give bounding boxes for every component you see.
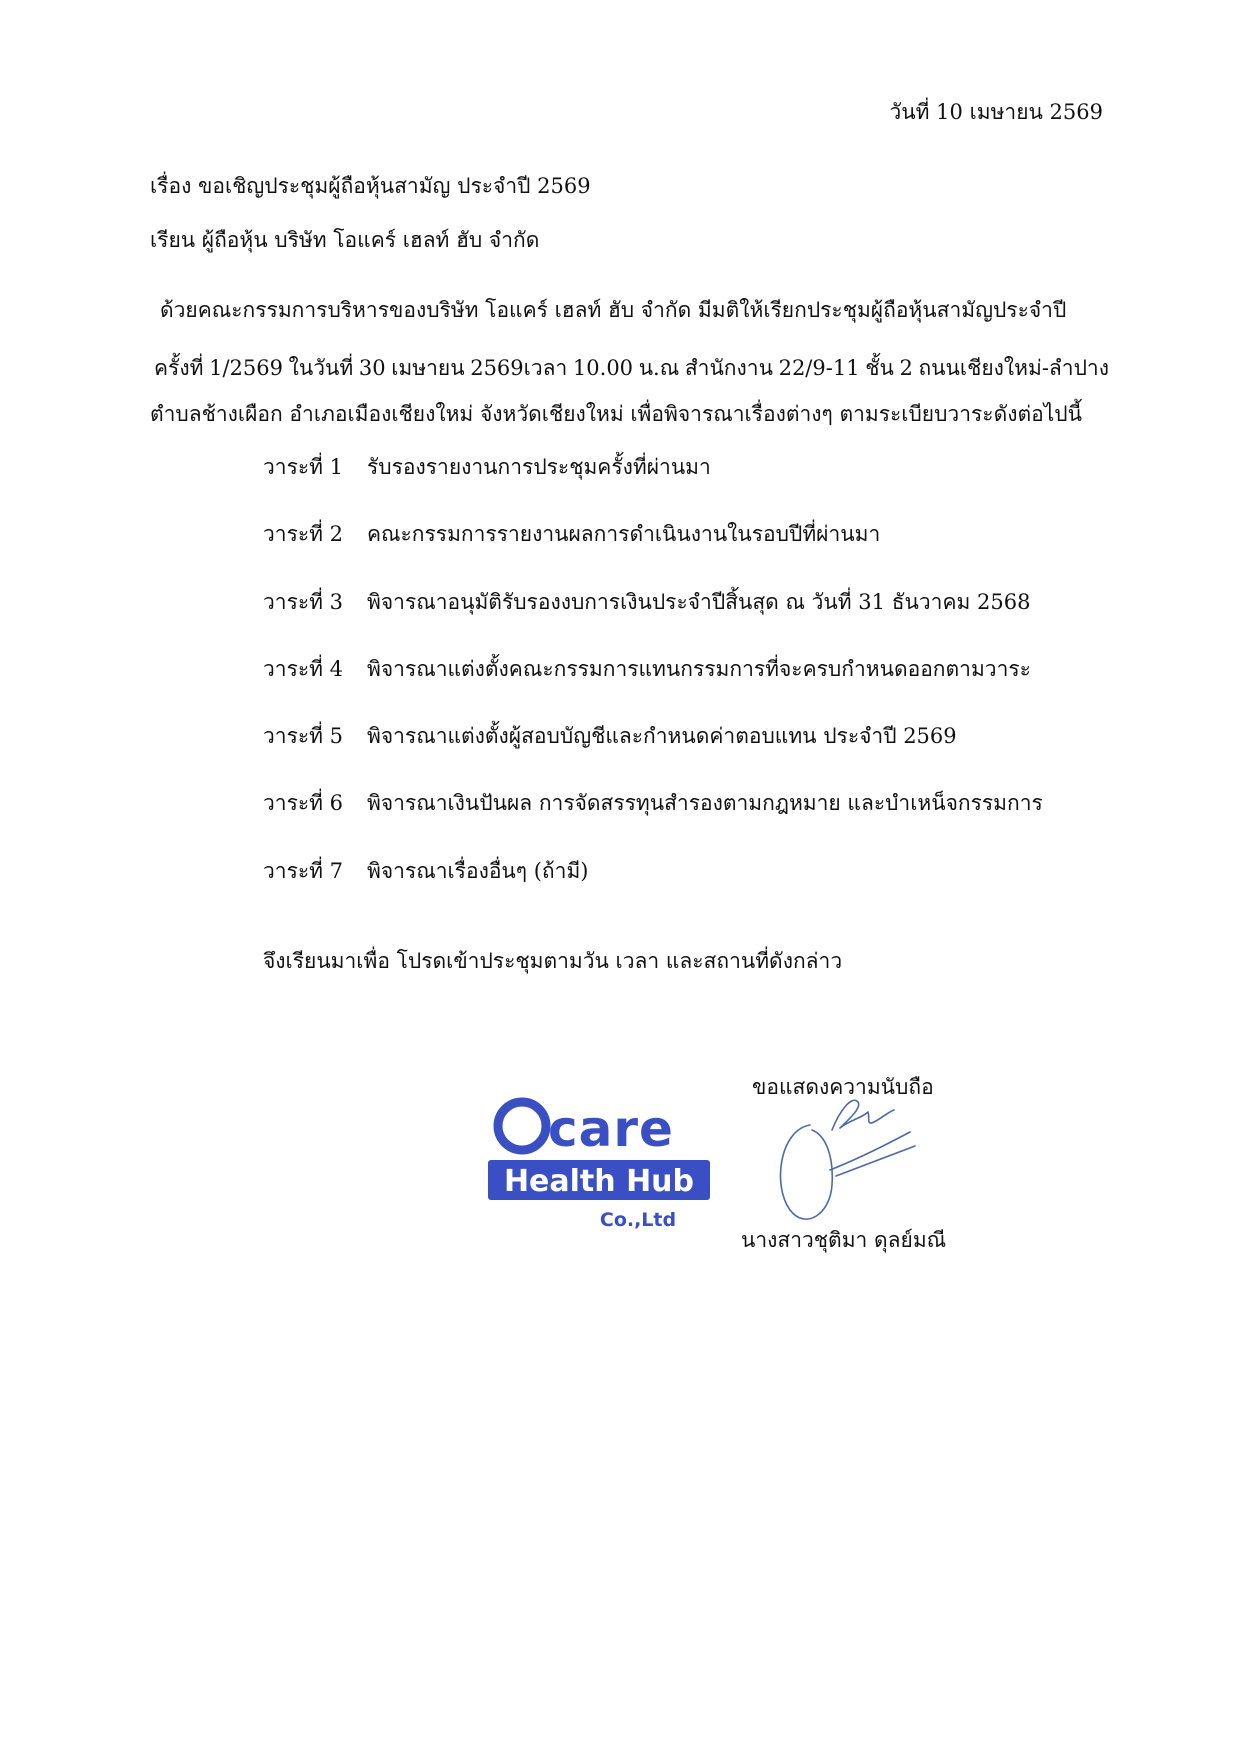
agenda-number: วาระที่ 1 <box>263 455 344 479</box>
body-line-2-word: 2569เวลา <box>470 356 568 380</box>
signature-stroke <box>780 1125 832 1219</box>
signature-stroke <box>832 1100 894 1130</box>
signature-stroke <box>830 1132 910 1170</box>
agenda-text: พิจารณาเรื่องอื่นๆ (ถ้ามี) <box>367 858 589 883</box>
body-line-2-word: สำนักงาน <box>684 356 773 380</box>
stamp-care-text: care <box>548 1100 674 1158</box>
body-line-2-word: 22/9-11 <box>778 356 860 380</box>
body-line-2-word: ครั้งที่ <box>154 356 204 380</box>
body-line-2-word: ในวันที่ <box>288 356 354 380</box>
agenda-number: วาระที่ 6 <box>263 791 344 816</box>
company-stamp-logo <box>488 1092 710 1240</box>
body-line-2 <box>154 354 1109 382</box>
letter-recipient: เรียน ผู้ถือหุ้น บริษัท โอแคร์ เฮลท์ ฮับ จำกัด <box>150 228 540 252</box>
agenda-text: พิจารณาแต่งตั้งคณะกรรมการแทนกรรมการที่จะครบกำหนดออกตามวาระ <box>367 656 1031 681</box>
agenda-number: วาระที่ 7 <box>263 858 344 883</box>
handwritten-signature <box>770 1090 930 1230</box>
agenda-number: วาระที่ 5 <box>263 724 344 749</box>
stamp-coltd-text: Co.,Ltd <box>599 1209 677 1231</box>
closing-line: จึงเรียนมาเพื่อ โปรดเข้าประชุมตามวัน เวลา และสถานที่ดังกล่าว <box>263 949 843 973</box>
letter-date: วันที่ 10 เมษายน 2569 <box>889 100 1103 124</box>
agenda-number: วาระที่ 4 <box>263 656 344 681</box>
agenda-text: พิจารณาเงินปันผล การจัดสรรทุนสำรองตามกฎหมาย และบำเหน็จกรรมการ <box>367 791 1043 816</box>
body-line-2-word: 1/2569 <box>209 356 283 380</box>
regards-line: ขอแสดงความนับถือ <box>752 1075 934 1099</box>
stamp-o-ring <box>498 1102 546 1150</box>
body-line-2-word: น.ณ <box>638 356 680 380</box>
agenda-text: พิจารณาอนุมัติรับรองงบการเงินประจำปีสิ้นสุด ณ วันที่ 31 ธันวาคม 2568 <box>367 589 1031 614</box>
body-line-2-word: ชั้น <box>865 356 894 380</box>
body-line-2-word: 10.00 <box>572 356 634 380</box>
agenda-text: รับรองรายงานการประชุมครั้งที่ผ่านมา <box>367 455 711 479</box>
body-line-2-word: 30 <box>358 356 386 380</box>
agenda-text: พิจารณาแต่งตั้งผู้สอบบัญชีและกำหนดค่าตอบแทน ประจำปี 2569 <box>367 724 957 749</box>
body-line-1: ด้วยคณะกรรมการบริหารของบริษัท โอแคร์ เฮลท์ ฮับ จำกัด มีมติให้เรียกประชุมผู้ถือหุ้นสามัญประจำปี <box>160 298 1067 322</box>
body-line-2-word: เมษายน <box>391 356 465 380</box>
body-line-2-word: 2 <box>899 356 913 380</box>
stamp-health-hub-text: Health Hub <box>503 1164 695 1199</box>
body-line-3: ตำบลช้างเผือก อำเภอเมืองเชียงใหม่ จังหวัดเชียงใหม่ เพื่อพิจารณาเรื่องต่างๆ ตามระเบียบวาระดังต่อไปนี้ <box>150 402 1082 426</box>
letter-subject: เรื่อง ขอเชิญประชุมผู้ถือหุ้นสามัญ ประจำปี 2569 <box>150 174 591 198</box>
body-line-2-word: ถนนเชียงใหม่-ลำปาง <box>918 356 1109 380</box>
agenda-text: คณะกรรมการรายงานผลการดำเนินงานในรอบปีที่ผ่านมา <box>367 522 881 547</box>
signer-name: นางสาวชุติมา ดุลย์มณี <box>741 1228 947 1252</box>
agenda-number: วาระที่ 3 <box>263 589 344 614</box>
agenda-number: วาระที่ 2 <box>263 522 344 547</box>
